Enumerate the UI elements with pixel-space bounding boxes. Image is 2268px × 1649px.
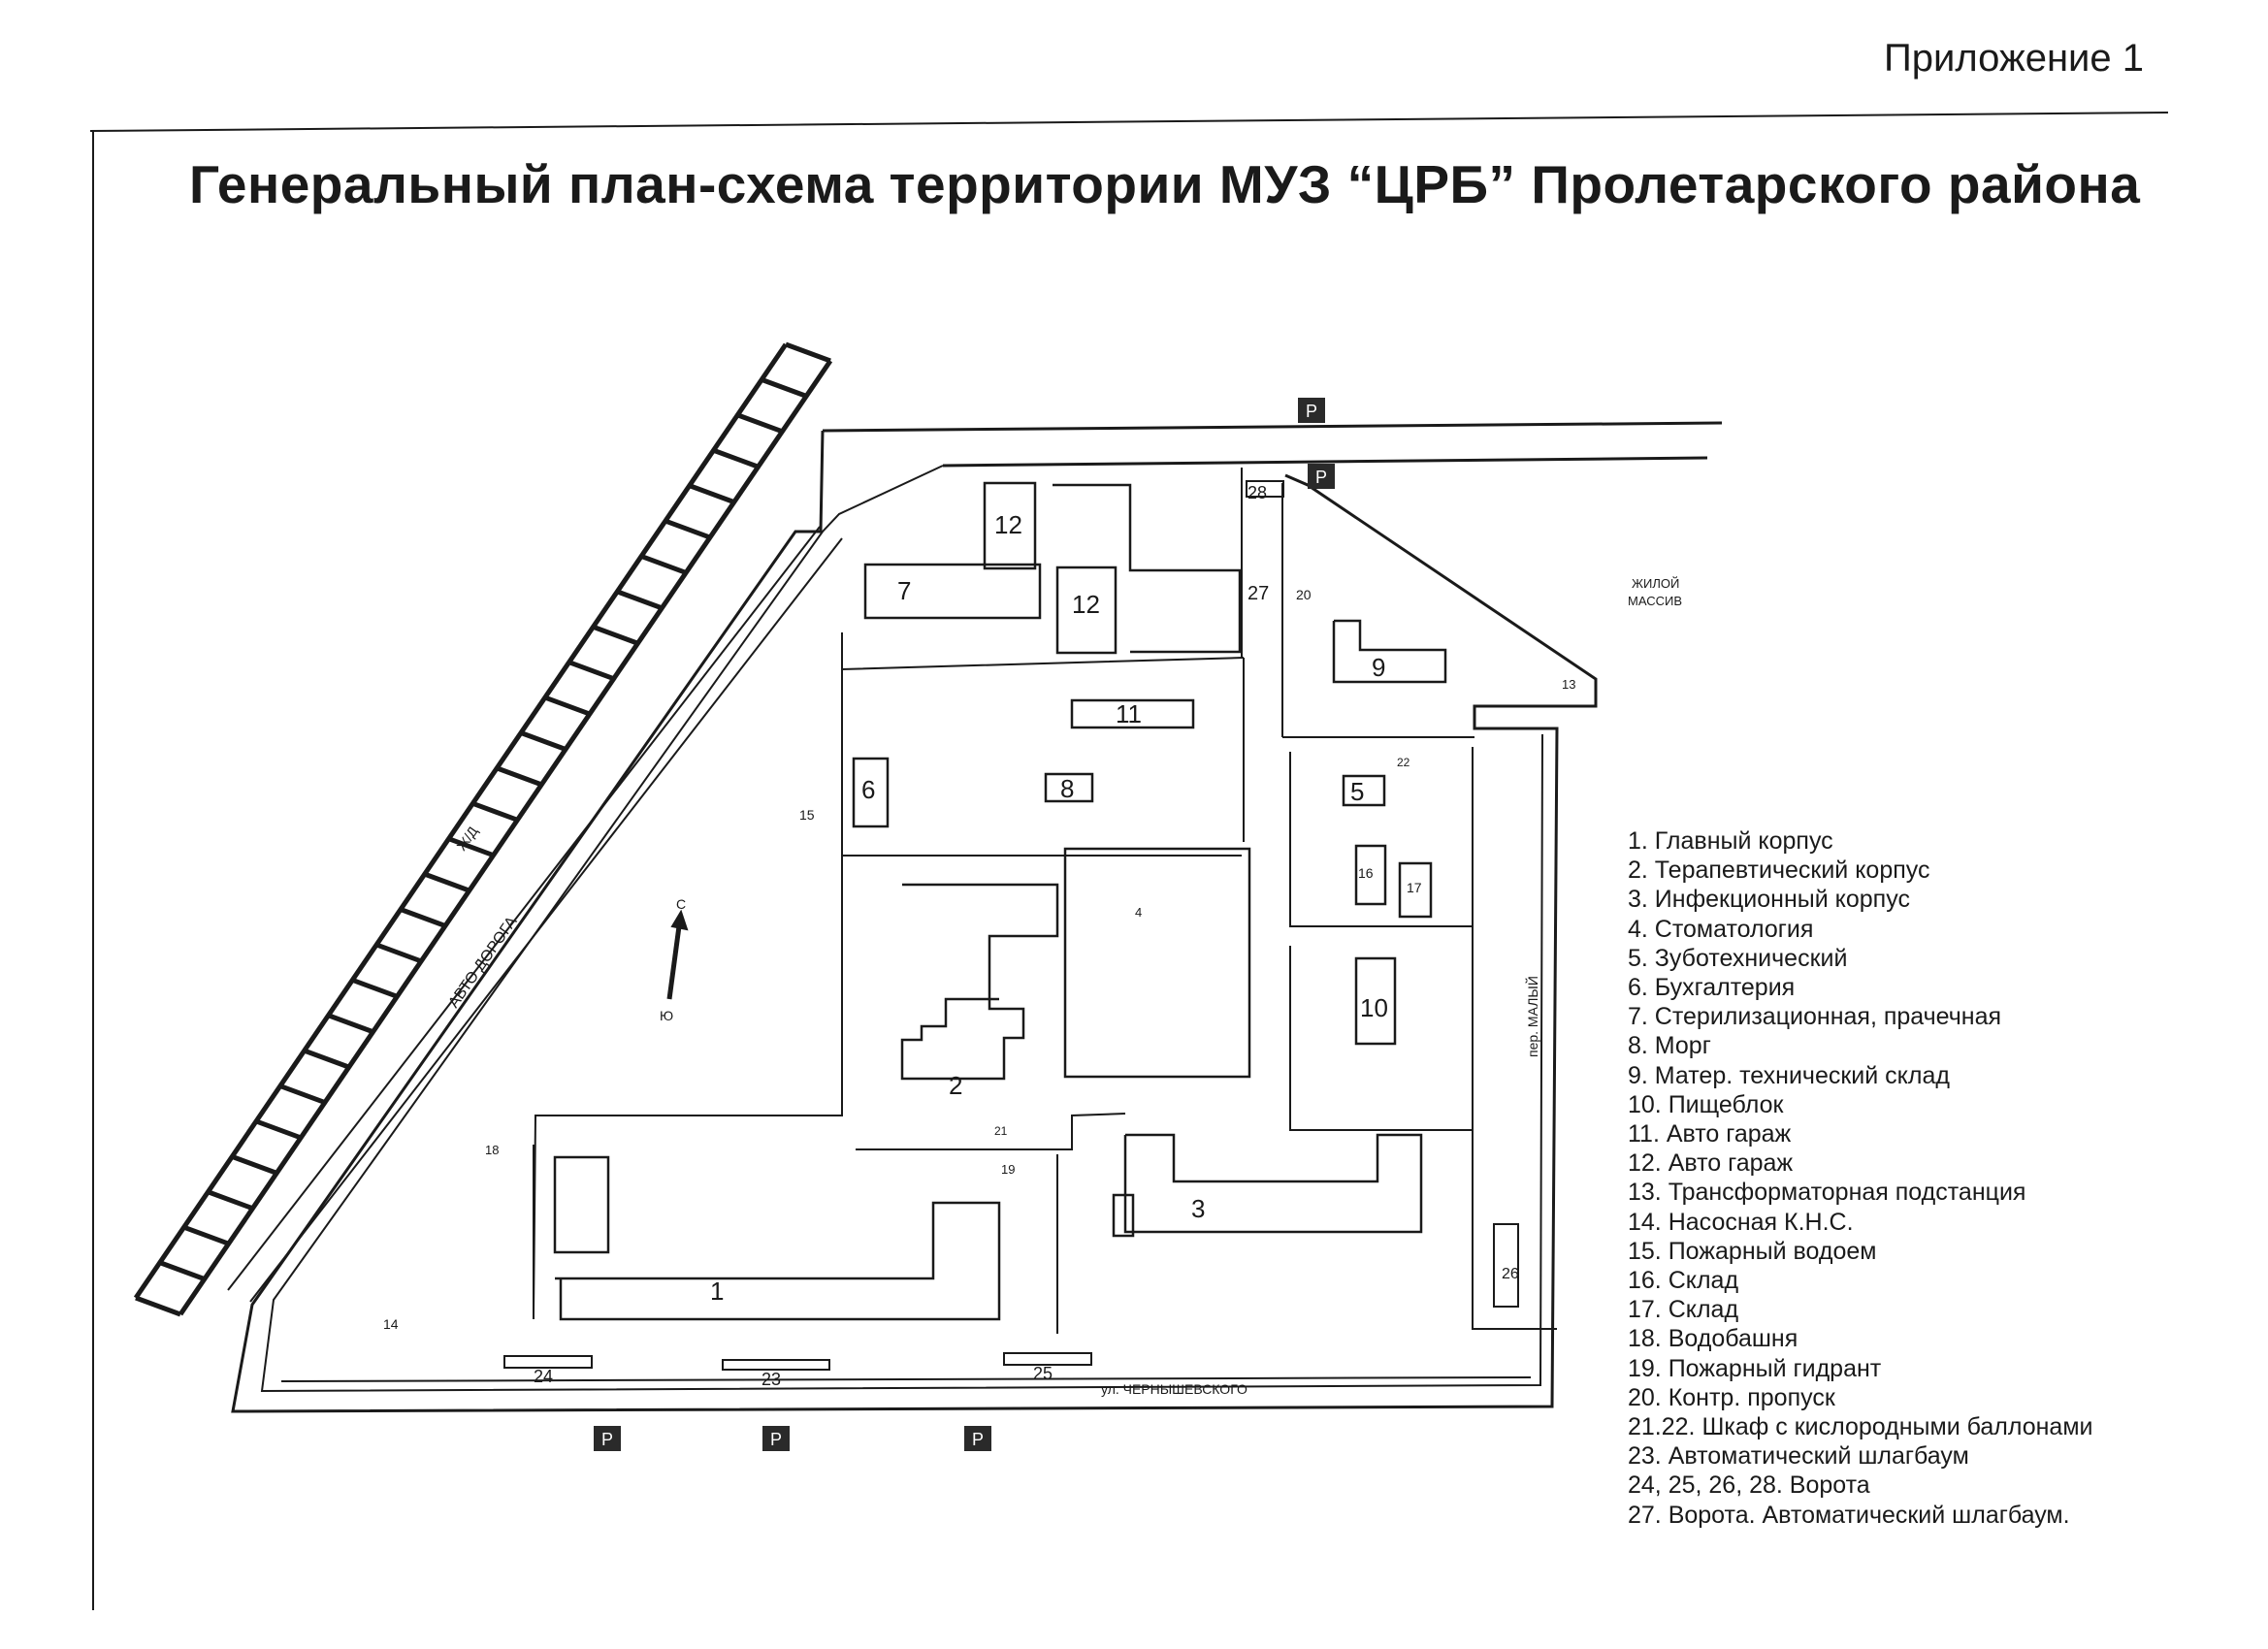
legend-item: 2. Терапевтический корпус [1628,857,1930,885]
building-1-tower [555,1157,608,1252]
legend-item: 9. Матер. технический склад [1628,1061,1950,1089]
building-label-11: 11 [1116,699,1142,728]
building-label-12b: 12 [1072,590,1100,619]
legend-item: 1. Главный корпус [1628,827,1833,855]
street-bottom-label: ул. ЧЕРНЫШЕВСКОГО [1101,1381,1247,1397]
railway-tie [256,1121,301,1138]
legend-item: 19. Пожарный гидрант [1628,1354,1882,1382]
railway-tie [280,1086,325,1103]
railway-tie [690,486,734,502]
railway-tie [329,1016,373,1032]
railway-tie [160,1263,205,1279]
buildings [555,483,1445,1319]
railway-tie [232,1156,276,1173]
railway-tie [714,450,759,467]
building-label-16: 16 [1358,865,1374,881]
railway-label: Ж/Д [453,823,481,854]
legend-item: 8. Морг [1628,1032,1711,1060]
legend-item: 7. Стерилизационная, прачечная [1628,1003,2002,1031]
building-label-6: 6 [861,775,876,804]
legend-list [1628,826,2092,1530]
building-label-20: 20 [1296,587,1312,602]
legend-item: 6. Бухгалтерия [1628,974,1796,1002]
south-inner-line [281,1377,1531,1381]
parking-label: P [1306,402,1318,421]
page-title: Генеральный план-схема территории МУЗ “ЦРБ” Пролетарского района [189,154,2141,214]
building-label-9: 9 [1372,653,1386,682]
building-label-14: 14 [383,1316,399,1332]
legend-item: 11. Авто гараж [1628,1120,1792,1148]
legend-item: 13. Трансформаторная подстанция [1628,1179,2026,1207]
building-label-25: 25 [1033,1364,1053,1383]
building-label-5: 5 [1350,777,1365,806]
building-label-13: 13 [1562,677,1576,692]
legend-item: 24, 25, 26, 28. Ворота [1628,1471,1870,1500]
compass-north: С [676,896,687,912]
compass-south: Ю [660,1008,674,1023]
building-label-28: 28 [1247,483,1268,502]
railway-tie [208,1192,252,1209]
railway-tie [472,803,517,820]
building-2-outline [902,885,1057,1079]
railway-tie [569,663,614,679]
legend-item: 10. Пищеблок [1628,1090,1784,1118]
building-label-3: 3 [1191,1194,1206,1223]
legend-item: 21.22. Шкаф с кислородными баллонами [1628,1413,2093,1441]
railway-tie [184,1227,229,1244]
legend-item: 12. Авто гараж [1628,1149,1794,1178]
legend-item: 27. Ворота. Автоматический шлагбаум. [1628,1501,2070,1529]
railway-tie [425,874,470,890]
parking-label: P [601,1430,614,1449]
residential-label-1: ЖИЛОЙ [1632,576,1680,591]
top-street-line [823,423,1722,431]
railway-tie [521,732,566,749]
parking-marker [762,1426,790,1451]
railway-tie [786,344,830,361]
railway-tie [497,768,541,785]
building-label-24: 24 [534,1367,554,1386]
legend-item: 4. Стоматология [1628,915,1814,943]
building-3-outline [1125,1135,1421,1232]
parking-markers [594,398,1335,1451]
building-label-12a: 12 [994,510,1022,539]
auto-road-label: АВТО ДОРОГА [445,914,521,1012]
railway-tie [641,556,686,572]
residential-label-2: МАССИВ [1628,594,1683,608]
parking-label: P [972,1430,985,1449]
building-label-2: 2 [949,1071,963,1100]
legend-item: 20. Контр. пропуск [1628,1383,1835,1411]
building-label-10: 10 [1360,993,1388,1022]
legend-item: 16. Склад [1628,1267,1739,1295]
building-9-outline [1334,621,1445,682]
legend-item: 23. Автоматический шлагбаум [1628,1442,1969,1471]
legend-item: 5. Зуботехнический [1628,944,1848,972]
railway-tie [617,592,662,608]
building-label-4: 4 [1135,905,1143,920]
railway-tie [737,415,782,432]
building-label-18: 18 [485,1143,500,1157]
building-label-19: 19 [1001,1162,1016,1177]
railway-tie [352,980,397,996]
inner-roads [534,468,1557,1334]
building-1-outline [555,1203,999,1319]
building-label-27: 27 [1247,583,1270,604]
railway-tie [593,627,637,643]
parking-marker [1298,398,1325,423]
building-4-outline [1065,849,1249,1077]
parking-marker [1308,464,1335,489]
building-label-8: 8 [1060,774,1075,803]
appendix-label: Приложение 1 [1884,37,2144,80]
building-label-21: 21 [994,1124,1008,1138]
parking-label: P [770,1430,783,1449]
building-label-26: 26 [1502,1266,1519,1282]
legend-item: 14. Насосная К.Н.С. [1628,1208,1854,1236]
building-label-22: 22 [1397,756,1410,769]
legend-item: 18. Водобашня [1628,1325,1798,1353]
railway-tie [305,1051,349,1067]
railway-tie [401,910,445,926]
compass [669,912,687,999]
building-label-1: 1 [710,1277,725,1306]
parking-marker [964,1426,991,1451]
building-label-17: 17 [1407,880,1422,895]
building-label-23: 23 [761,1370,782,1389]
legend-item: 15. Пожарный водоем [1628,1237,1877,1265]
parking-marker [594,1426,621,1451]
railway-tie [761,379,806,396]
railway [136,344,830,1314]
street-right-label: пер. МАЛЫЙ [1525,976,1540,1057]
railway-tie [665,521,710,537]
building-label-15: 15 [799,807,815,823]
building-3-annex [1114,1195,1133,1236]
parking-label: P [1315,468,1328,487]
railway-tie [545,697,590,714]
building-label-7: 7 [897,576,912,605]
railway-tie [136,1298,180,1314]
building-7-outline [865,565,1040,618]
legend-item: 17. Склад [1628,1296,1739,1324]
legend-item: 3. Инфекционный корпус [1628,886,1910,914]
railway-tie [376,945,421,961]
frame-top-line [90,113,2168,131]
